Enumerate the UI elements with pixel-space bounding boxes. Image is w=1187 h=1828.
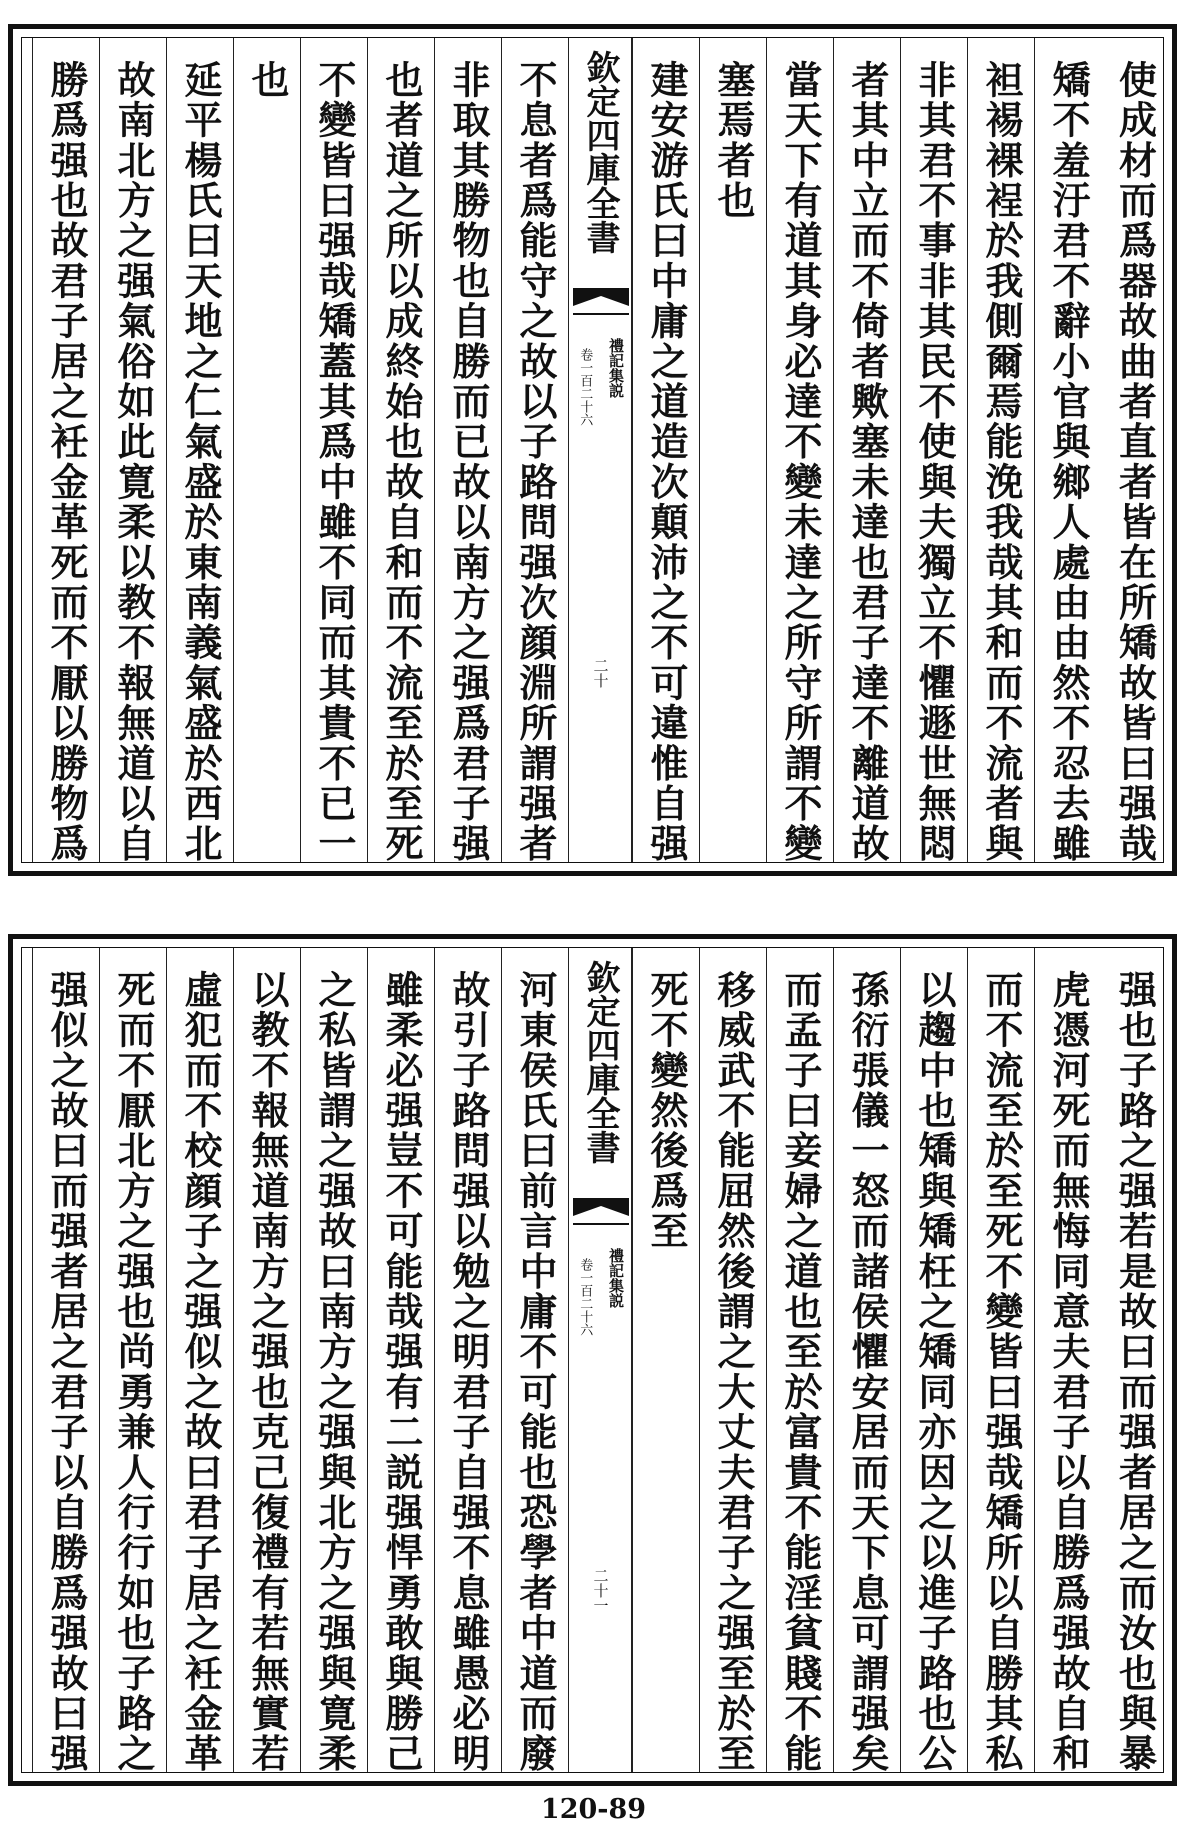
column-text: 不息者爲能守之故以子路問强次顔淵所謂强者 (513, 60, 558, 864)
text-column (32, 38, 99, 862)
column-text: 强也子路之强若是故曰而强者居之而汝也與暴 (1112, 970, 1158, 1774)
text-column (32, 948, 99, 1772)
fishtail-ornament-icon (573, 1198, 629, 1228)
text-column (967, 948, 1034, 1772)
column-text: 也 (245, 60, 290, 101)
column-text: 死不變然後爲至 (644, 970, 689, 1252)
page-top (8, 24, 1177, 876)
text-column (233, 38, 300, 862)
leaf-number: 二十一 (591, 1568, 610, 1613)
column-text: 雖柔必强豈不可能哉强有二説强悍勇敢與勝己 (379, 970, 424, 1774)
column-text: 非其君不事非其民不使與夫獨立不懼遯世無悶 (912, 60, 957, 864)
column-text: 袒裼裸裎於我側爾焉能浼我哉其和而不流者與 (979, 60, 1024, 864)
text-column (166, 38, 233, 862)
column-text: 虎憑河死而無悔同意夫君子以自勝爲强故自和 (1046, 970, 1091, 1774)
text-column (699, 948, 766, 1772)
text-column (699, 38, 766, 862)
book-name: 禮記集説 (607, 1248, 625, 1308)
fishtail-ornament-icon (573, 288, 629, 318)
text-column (833, 948, 900, 1772)
column-text: 不變皆曰强哉矯蓋其爲中雖不同而其貴不已一 (312, 60, 357, 864)
text-column (434, 38, 501, 862)
column-text: 强似之故曰而强者居之君子以自勝爲强故曰强 (44, 970, 89, 1774)
text-column (1101, 948, 1168, 1772)
text-column (300, 948, 367, 1772)
collection-title: 欽定四庫全書 (580, 960, 620, 1164)
text-column (632, 38, 699, 862)
text-column (434, 948, 501, 1772)
column-text: 故南北方之强氣俗如此寛柔以教不報無道以自 (111, 60, 156, 864)
page-label: 120-89 (540, 1794, 647, 1825)
volume-number: 卷一百二十六 (577, 1258, 593, 1336)
text-column (1101, 38, 1168, 862)
text-columns (22, 38, 1163, 862)
text-column (967, 38, 1034, 862)
column-text: 以教不報無道南方之强也克己復禮有若無實若 (245, 970, 290, 1774)
column-text: 而不流至於至死不變皆曰强哉矯所以自勝其私 (979, 970, 1024, 1774)
column-text: 以趨中也矯與矯枉之矯同亦因之以進子路也公 (912, 970, 957, 1774)
column-text: 孫衍張儀一怒而諸侯懼安居而天下息可謂强矣 (845, 970, 890, 1774)
text-column (300, 38, 367, 862)
column-text: 也者道之所以成終始也故自和而不流至於至死 (379, 60, 424, 864)
column-text: 非取其勝物也自勝而已故以南方之强爲君子强 (446, 60, 491, 864)
text-column (166, 948, 233, 1772)
column-text: 塞焉者也 (711, 60, 756, 221)
column-text: 之私皆謂之强故曰南方之强與北方之强與寛柔 (312, 970, 357, 1774)
column-text: 移威武不能屈然後謂之大丈夫君子之强至於至 (711, 970, 756, 1774)
text-column (766, 948, 833, 1772)
column-text: 虛犯而不校顔子之强似之故曰君子居之衽金革 (178, 970, 223, 1774)
text-column (1034, 38, 1101, 862)
column-text: 河東侯氏曰前言中庸不可能也恐學者中道而廢 (513, 970, 558, 1774)
text-column (900, 38, 967, 862)
text-column (1034, 948, 1101, 1772)
column-text: 勝爲强也故君子居之衽金革死而不厭以勝物爲 (44, 60, 89, 864)
column-text: 者其中立而不倚者歟塞未達也君子達不離道故 (845, 60, 890, 864)
leaf-number: 二十 (591, 658, 610, 688)
page-frame (21, 947, 1164, 1773)
text-column (367, 38, 434, 862)
text-column (233, 948, 300, 1772)
text-column (501, 38, 568, 862)
volume-number: 卷一百二十六 (577, 348, 593, 426)
text-column (632, 948, 699, 1772)
text-column (900, 948, 967, 1772)
column-text: 使成材而爲器故曲者直者皆在所矯故皆曰强哉 (1112, 60, 1158, 864)
collection-title: 欽定四庫全書 (580, 50, 620, 254)
page-center-fold (568, 948, 632, 1772)
page-frame (21, 37, 1164, 863)
column-text: 延平楊氏曰天地之仁氣盛於東南義氣盛於西北 (178, 60, 223, 864)
column-text: 死而不厭北方之强也尚勇兼人行行如也子路之 (111, 970, 156, 1774)
page-center-fold (568, 38, 632, 862)
book-name: 禮記集説 (607, 338, 625, 398)
text-column (766, 38, 833, 862)
text-column (99, 38, 166, 862)
column-text: 建安游氏曰中庸之道造次顛沛之不可違惟自强 (644, 60, 689, 864)
column-text: 而孟子曰妾婦之道也至於富貴不能淫貧賤不能 (778, 970, 823, 1774)
text-column (833, 38, 900, 862)
column-text: 故引子路問强以勉之明君子自强不息雖愚必明 (446, 970, 491, 1774)
text-column (367, 948, 434, 1772)
column-text: 當天下有道其身必達不變未達之所守所謂不變 (778, 60, 823, 864)
text-column (99, 948, 166, 1772)
column-text: 矯不羞汙君不辭小官與鄉人處由由然不忍去雖 (1046, 60, 1091, 864)
page-bottom (8, 934, 1177, 1786)
text-columns (22, 948, 1163, 1772)
text-column (501, 948, 568, 1772)
